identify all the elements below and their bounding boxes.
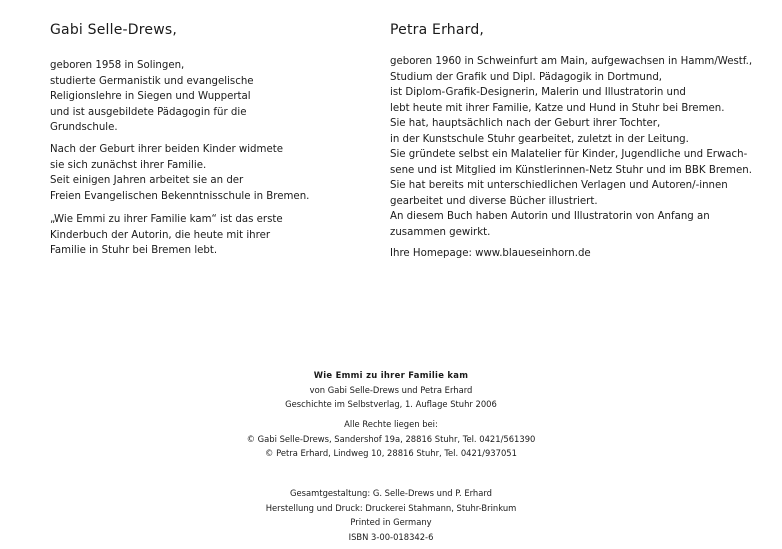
text-line: und ist ausgebildete Pädagogin für die: [50, 106, 247, 118]
text-line: Geschichte im Selbstverlag, 1. Auflage Stuhr 2006: [285, 399, 497, 410]
text-line: Grundschule.: [50, 122, 118, 133]
homepage-line: [390, 246, 591, 262]
text-line: Printed in Germany: [350, 517, 432, 528]
imprint-block-title: [0, 368, 782, 412]
text-line: Alle Rechte liegen bei:: [344, 419, 438, 429]
text-line: geboren 1958 in Solingen,: [50, 60, 185, 71]
author-bio-paragraph-1: [50, 58, 254, 136]
text-line: studierte Germanistik und evangelische: [50, 75, 254, 87]
text-line: geboren 1960 in Schweinfurt am Main, aufgewachsen in Hamm/Westf.,: [390, 56, 753, 67]
text-line: © Petra Erhard, Lindweg 10, 28816 Stuhr, Tel. 0421/937051: [265, 448, 517, 459]
text-line: Sie hat, hauptsächlich nach der Geburt ihrer Tochter,: [390, 118, 661, 129]
text-line: ist Diplom-Grafik-Designerin, Malerin und Illustratorin und: [390, 87, 686, 98]
illustrator-bio-paragraph: [390, 54, 752, 240]
author-bio-paragraph-3: [50, 212, 283, 259]
homepage-text: Ihre Homepage: www.blaueseinhorn.de: [390, 248, 591, 259]
text-line: Gesamtgestaltung: G. Selle-Drews und P. Erhard: [289, 488, 492, 498]
text-line: in der Kunstschule Stuhr gearbeitet, zuletzt in der Leitung.: [390, 133, 689, 145]
text-line: Studium der Grafik und Dipl. Pädagogik in Dortmund,: [390, 71, 663, 83]
text-line: Nach der Geburt ihrer beiden Kinder widmete: [50, 144, 283, 155]
illustrator-name: Petra Erhard,: [390, 22, 485, 38]
text-line: Freien Evangelischen Bekenntnisschule in Bremen.: [50, 190, 310, 202]
book-title: Wie Emmi zu ihrer Familie kam: [313, 370, 469, 380]
text-line: Seit einigen Jahren arbeitet sie an der: [50, 175, 244, 186]
text-line: Sie hat bereits mit unterschiedlichen Verlagen und Autoren/-innen: [390, 180, 728, 191]
text-line: sie sich zunächst ihrer Familie.: [50, 159, 207, 171]
text-line: Kinderbuch der Autorin, die heute mit ihrer: [50, 229, 271, 241]
text-line: © Gabi Selle-Drews, Sandershof 19a, 28816 Stuhr, Tel. 0421/561390: [246, 433, 536, 444]
author-bio-paragraph-2: [50, 142, 309, 204]
text-line: zusammen gewirkt.: [390, 226, 491, 238]
text-line: „Wie Emmi zu ihrer Familie kam“ ist das erste: [50, 214, 283, 225]
text-line: gearbeitet und diverse Bücher illustriert.: [390, 195, 598, 207]
text-line: Herstellung und Druck: Druckerei Stahmann, Stuhr-Brinkum: [265, 502, 517, 513]
text-line: Sie gründete selbst ein Malatelier für Kinder, Jugendliche und Erwach-: [390, 149, 748, 160]
text-line: An diesem Buch haben Autorin und Illustratorin von Anfang an: [390, 211, 710, 222]
text-line: von Gabi Selle-Drews und Petra Erhard: [309, 384, 473, 395]
text-line: sene und ist Mitglied im Künstlerinnen-Netz Stuhr und im BBK Bremen.: [390, 164, 752, 176]
author-name: Gabi Selle-Drews,: [50, 22, 178, 38]
imprint-block-production: [0, 486, 782, 544]
text-line: Religionslehre in Siegen und Wuppertal: [50, 91, 251, 102]
text-line: lebt heute mit ihrer Familie, Katze und Hund in Stuhr bei Bremen.: [390, 102, 725, 114]
imprint-block-rights: [0, 417, 782, 461]
isbn: ISBN 3-00-018342-6: [348, 531, 434, 542]
text-line: Familie in Stuhr bei Bremen lebt.: [50, 245, 218, 256]
